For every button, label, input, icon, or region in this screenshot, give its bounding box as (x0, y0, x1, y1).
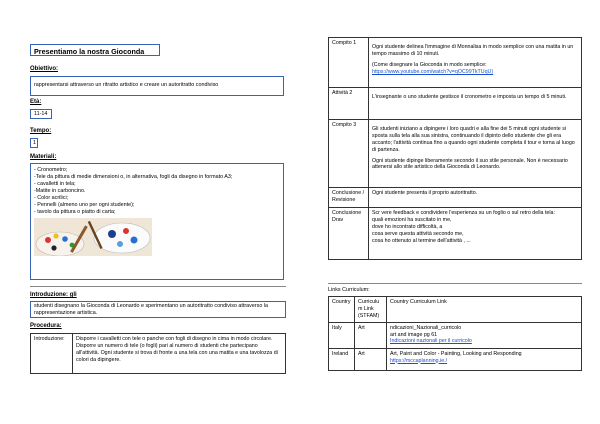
procedure-cell-label: Introduzione: (31, 334, 73, 374)
task-line: quali emozioni ha suscitato in me, (372, 216, 452, 223)
curriculum-subject: Art (355, 322, 387, 348)
curriculum-subject: Art (355, 348, 387, 370)
table-row (329, 322, 582, 348)
curriculum-link[interactable]: https://mccaplanning.ie./ (390, 357, 448, 364)
materials-item: -Matite in carboncino. (34, 188, 86, 195)
task-label: Conclusione / Revisione (329, 188, 369, 208)
task-text: Ogni studente presenta il proprio autoritratto. (369, 188, 582, 208)
intro-label: Introduzione: gli (30, 292, 77, 298)
materials-item: - cavalletti in tela; (34, 181, 76, 188)
curriculum-link[interactable]: Indicazioni nazionali per il curricolo (390, 338, 472, 345)
table-row (329, 297, 582, 323)
task-text: L'insegnante o uno studente gestisce il cronometro e imposta un tempo di 5 minuti. (369, 88, 582, 120)
table-row (31, 334, 286, 374)
curriculum-line: art and image pg 61 (390, 331, 438, 338)
task-line: Scr vere feedback e condividere l'esperienza su un foglio o sul retro della tela: (372, 210, 555, 216)
task-text: Ogni studente delinea l'immagine di Monnalisa in modo semplice con una matita in un tempo massimo di 10 minuti. (372, 44, 574, 57)
task-content (369, 120, 582, 188)
materials-item: - tavolo da pittura o piatto di carta; (34, 209, 116, 216)
curriculum-link-cell (387, 348, 582, 370)
task-text: Gli studenti iniziano a dipingere i loro quadri e alla fine dei 5 minuti ogni studente si sposta sulla tela alla sua sinistra, continuando il dipinto dello studente che gli era accanto; l'attività continua fino a quando ogni studente completa il tour e torna al luogo di partenza. (372, 126, 575, 153)
materials-box (30, 163, 284, 280)
age-value: 11-14 (34, 111, 48, 117)
table-row (329, 348, 582, 370)
time-box (30, 138, 38, 148)
procedure-label: Procedura: (30, 323, 62, 329)
painting-supplies-image (34, 218, 152, 256)
objective-box (30, 76, 284, 96)
curriculum-link-cell (387, 322, 582, 348)
table-row (329, 208, 582, 260)
lesson-title-box (30, 44, 160, 56)
table-row (329, 188, 582, 208)
materials-label: Materiali: (30, 154, 57, 160)
materials-item: -Tele da pittura di medie dimensioni o, in alternativa, fogli da disegno in formato A3; (34, 174, 233, 181)
separator-line (328, 283, 582, 284)
table-row (329, 120, 582, 188)
task-line: cosa serve questa attività secondo me, (372, 230, 464, 237)
separator-line (30, 286, 286, 287)
procedure-cell-text: Disporre i cavalletti con tele o panche con fogli di disegno in cima in modo circolare. Disporre un numero di tele (o fogli) pari al numero di studenti che partecipano all'attività. Ogni studente si trova di fronte a una tela con una matita e una tavolozza di colori da dipingere. (73, 334, 286, 374)
materials-item: - Cronometro; (34, 167, 68, 173)
age-label: Età: (30, 99, 42, 105)
task-label: Conclusione Drav (329, 208, 369, 260)
materials-item: - Pennelli (almeno uno per ogni studente); (34, 202, 135, 209)
tasks-table (328, 37, 582, 260)
objective-text: rappresentarsi attraverso un ritratto artistico e creare un autoritratto condiviso (34, 82, 219, 88)
time-label: Tempo: (30, 128, 52, 134)
intro-box (30, 301, 286, 318)
curriculum-label: Links Curriculum: (328, 287, 370, 293)
task-text-secondary: (Come disegnare la Gioconda in modo semplice: (372, 61, 487, 68)
table-row (329, 88, 582, 120)
intro-text: studenti disegnano la Gioconda di Leonardo e sperimentano un autoritratto condiviso attraverso la rappresentazione artistica. (34, 303, 269, 317)
task-line: cosa ho ottenuto al termine dell'attività , ... (372, 237, 471, 244)
curriculum-line: ndicazioni_Nazionali_curricolo (390, 324, 462, 331)
task-content (369, 208, 582, 260)
procedure-table (30, 333, 286, 374)
curriculum-country: Italy (329, 322, 355, 348)
objective-label: Obiettivo: (30, 66, 58, 72)
curriculum-table (328, 296, 582, 371)
time-value: 1 (33, 140, 36, 146)
lesson-title: Presentiamo la nostra Gioconda (34, 47, 145, 56)
task-label: Compito 1 (329, 38, 369, 88)
age-box (30, 109, 52, 119)
task-link[interactable]: https://www.youtube.com/watch?v=qOC99TkTUqU) (372, 68, 494, 75)
painting-supplies-illustration (34, 218, 152, 256)
task-line: dove ho incontrato difficoltà, a (372, 223, 443, 230)
task-label: Attività 2 (329, 88, 369, 120)
left-top-section (30, 34, 286, 280)
materials-item: - Color acrilici; (34, 195, 69, 202)
curriculum-header: Country (329, 297, 355, 323)
task-label: Compito 3 (329, 120, 369, 188)
curriculum-country: Ireland (329, 348, 355, 370)
curriculum-header: Curriculu m Link (STFAM) (355, 297, 387, 323)
table-row (329, 38, 582, 88)
curriculum-line: Art, Paint and Color - Painting, Looking and Responding (390, 350, 522, 357)
task-text-secondary: Ogni studente dipinge liberamente secondo il suo stile personale. Non è necessario attenersi allo stile artistico della Gioconda di Leonardo. (372, 157, 568, 171)
curriculum-header: Country Curriculum Link (387, 297, 582, 323)
task-content (369, 38, 582, 88)
